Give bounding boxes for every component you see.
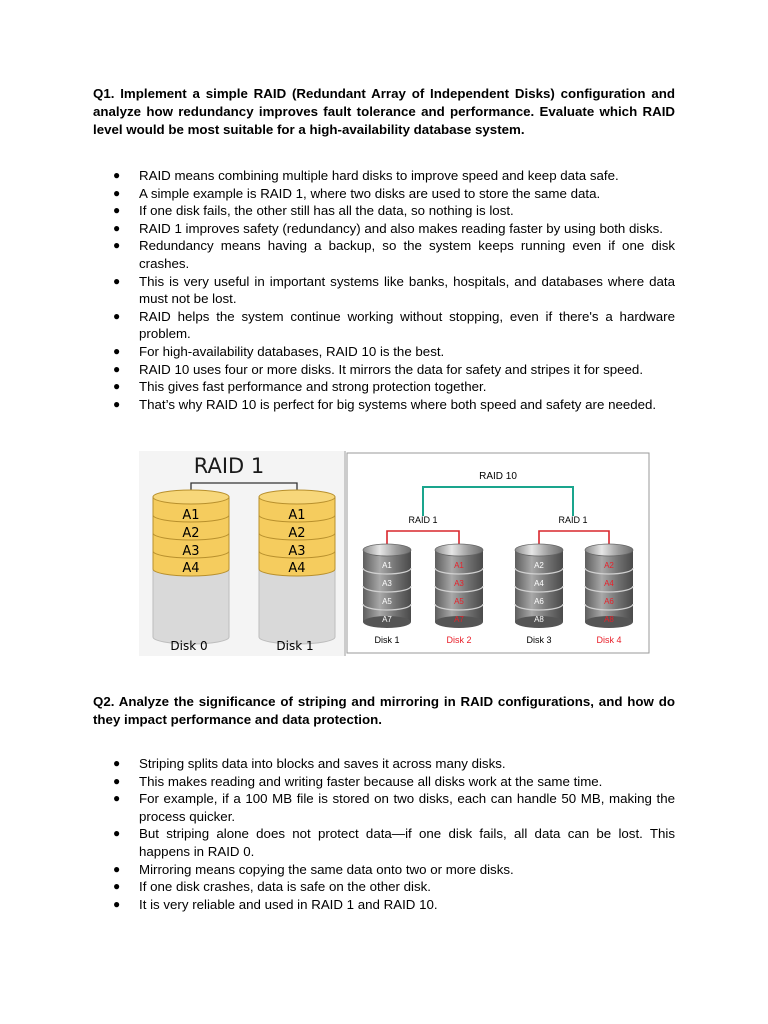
list-item bbox=[93, 273, 675, 308]
disk0-block-label: A4 bbox=[182, 561, 200, 576]
raid10-block-label: A5 bbox=[454, 597, 464, 606]
list-item bbox=[93, 361, 675, 379]
raid10-block-label: A3 bbox=[454, 579, 464, 588]
list-item bbox=[93, 773, 675, 791]
list-item-text: This makes reading and writing faster because all disks work at the same time. bbox=[139, 773, 603, 789]
q2-heading: Q2. Analyze the significance of striping and mirroring in RAID configurations, and how do they impact performance and data protection. bbox=[93, 694, 675, 727]
list-item-text: Striping splits data into blocks and saves it across many disks. bbox=[139, 756, 506, 771]
raid10-block-label: A4 bbox=[604, 579, 614, 588]
disk1-block-label: A3 bbox=[288, 544, 306, 559]
list-item-text: For high-availability databases, RAID 10 is the best. bbox=[139, 343, 445, 359]
bullet-icon: ● bbox=[113, 238, 121, 253]
disk-top bbox=[259, 490, 335, 504]
raid1-panel bbox=[139, 451, 344, 656]
list-item-text: For example, if a 100 MB file is stored on two disks, each can handle 50 MB, making the process quicker. bbox=[139, 791, 675, 824]
disk-top bbox=[515, 544, 563, 556]
q1-bullet-list bbox=[93, 167, 675, 413]
bullet-icon: ● bbox=[113, 168, 121, 182]
raid-diagram-svg bbox=[139, 451, 651, 656]
raid10-right-group-label: RAID 1 bbox=[558, 515, 588, 525]
list-item bbox=[93, 896, 675, 914]
list-item-text: This is very useful in important systems like banks, hospitals, and databases where data must not be lost. bbox=[139, 273, 675, 307]
raid10-block-label: A6 bbox=[534, 597, 544, 606]
raid10-block-label: A2 bbox=[604, 561, 614, 570]
bullet-icon: ● bbox=[113, 791, 121, 806]
raid10-left-group-label: RAID 1 bbox=[408, 515, 438, 525]
raid10-block-label: A6 bbox=[604, 597, 614, 606]
list-item-text: RAID means combining multiple hard disks to improve speed and keep data safe. bbox=[139, 168, 619, 183]
disk0-block-label: A3 bbox=[182, 544, 200, 559]
list-item bbox=[93, 378, 675, 396]
list-item bbox=[93, 790, 675, 825]
list-item-text: If one disk fails, the other still has all the data, so nothing is lost. bbox=[139, 203, 514, 219]
raid10-panel bbox=[347, 453, 649, 653]
list-item bbox=[93, 237, 675, 272]
raid10-block-label: A8 bbox=[604, 615, 614, 624]
disk1-block-label: A4 bbox=[288, 561, 306, 576]
bullet-icon: ● bbox=[113, 203, 121, 218]
list-item-text: But striping alone does not protect data—if one disk fails, all data can be lost. This happens in RAID 0. bbox=[139, 826, 675, 859]
raid10-disk-label: Disk 1 bbox=[374, 635, 400, 645]
bullet-icon: ● bbox=[113, 756, 121, 770]
list-item bbox=[93, 343, 675, 361]
list-item-text: It is very reliable and used in RAID 1 and RAID 10. bbox=[139, 896, 438, 912]
bullet-icon: ● bbox=[113, 379, 121, 394]
bullet-icon: ● bbox=[113, 343, 121, 358]
raid10-block-label: A4 bbox=[534, 579, 544, 588]
disk-body bbox=[259, 569, 335, 644]
raid1-disk-1 bbox=[259, 490, 335, 653]
disk1-block-label: A1 bbox=[288, 508, 306, 523]
list-item-text: RAID 10 uses four or more disks. It mirrors the data for safety and stripes it for speed. bbox=[139, 361, 644, 377]
list-item-text: This gives fast performance and strong protection together. bbox=[139, 379, 487, 395]
list-item bbox=[93, 220, 675, 238]
raid10-block-label: A3 bbox=[382, 579, 392, 588]
list-item-text: A simple example is RAID 1, where two disks are used to store the same data. bbox=[139, 185, 601, 201]
bullet-icon: ● bbox=[113, 879, 121, 894]
raid-diagram-figure bbox=[139, 451, 651, 656]
raid1-title: RAID 1 bbox=[193, 454, 265, 478]
disk0-block-label: A2 bbox=[182, 526, 200, 541]
raid10-disk-label: Disk 2 bbox=[446, 635, 472, 645]
bullet-icon: ● bbox=[113, 773, 121, 788]
raid10-block-label: A7 bbox=[454, 615, 464, 624]
list-item bbox=[93, 825, 675, 860]
list-item-text: RAID 1 improves safety (redundancy) and also makes reading faster by using both disks. bbox=[139, 220, 664, 236]
list-item-text: Redundancy means having a backup, so the system keeps running even if one disk crashes. bbox=[139, 238, 675, 271]
raid10-block-label: A5 bbox=[382, 597, 392, 606]
raid10-block-label: A1 bbox=[382, 561, 392, 570]
disk-body bbox=[153, 569, 229, 644]
list-item bbox=[93, 185, 675, 203]
q1-heading: Q1. Implement a simple RAID (Redundant Array of Independent Disks) configuration and analyze how redundancy improves fault tolerance and performance. Evaluate which RAID level would be most suitable for a high-availability database system. bbox=[93, 86, 675, 137]
list-item bbox=[93, 878, 675, 896]
bullet-icon: ● bbox=[113, 273, 121, 288]
disk0-block-label: A1 bbox=[182, 508, 200, 523]
list-item-text: That’s why RAID 10 is perfect for big systems where both speed and safety are needed. bbox=[139, 396, 657, 412]
bullet-icon: ● bbox=[113, 826, 121, 841]
list-item bbox=[93, 308, 675, 343]
disk-top bbox=[363, 544, 411, 556]
bullet-icon: ● bbox=[113, 896, 121, 911]
disk1-label: Disk 1 bbox=[276, 639, 314, 653]
list-item bbox=[93, 861, 675, 879]
bullet-icon: ● bbox=[113, 361, 121, 376]
raid10-block-label: A7 bbox=[382, 615, 392, 624]
raid10-block-label: A8 bbox=[534, 615, 544, 624]
bullet-icon: ● bbox=[113, 396, 121, 411]
bullet-icon: ● bbox=[113, 861, 121, 876]
disk0-label: Disk 0 bbox=[170, 639, 208, 653]
list-item-text: If one disk crashes, data is safe on the other disk. bbox=[139, 879, 431, 895]
raid1-disk-0 bbox=[153, 490, 229, 653]
list-item-text: Mirroring means copying the same data onto two or more disks. bbox=[139, 861, 514, 877]
list-item bbox=[93, 755, 675, 773]
bullet-icon: ● bbox=[113, 220, 121, 235]
raid10-title: RAID 10 bbox=[479, 471, 517, 482]
disk-top bbox=[585, 544, 633, 556]
disk-top bbox=[153, 490, 229, 504]
list-item bbox=[93, 167, 675, 185]
list-item bbox=[93, 202, 675, 220]
list-item bbox=[93, 396, 675, 414]
q2-bullet-list bbox=[93, 755, 675, 913]
raid10-block-label: A1 bbox=[454, 561, 464, 570]
raid10-block-label: A2 bbox=[534, 561, 544, 570]
list-item-text: RAID helps the system continue working without stopping, even if there's a hardware problem. bbox=[139, 308, 675, 342]
disk1-block-label: A2 bbox=[288, 526, 306, 541]
bullet-icon: ● bbox=[113, 185, 121, 200]
disk-top bbox=[435, 544, 483, 556]
raid10-disk-label: Disk 4 bbox=[596, 635, 622, 645]
raid10-disk-label: Disk 3 bbox=[526, 635, 552, 645]
bullet-icon: ● bbox=[113, 308, 121, 323]
